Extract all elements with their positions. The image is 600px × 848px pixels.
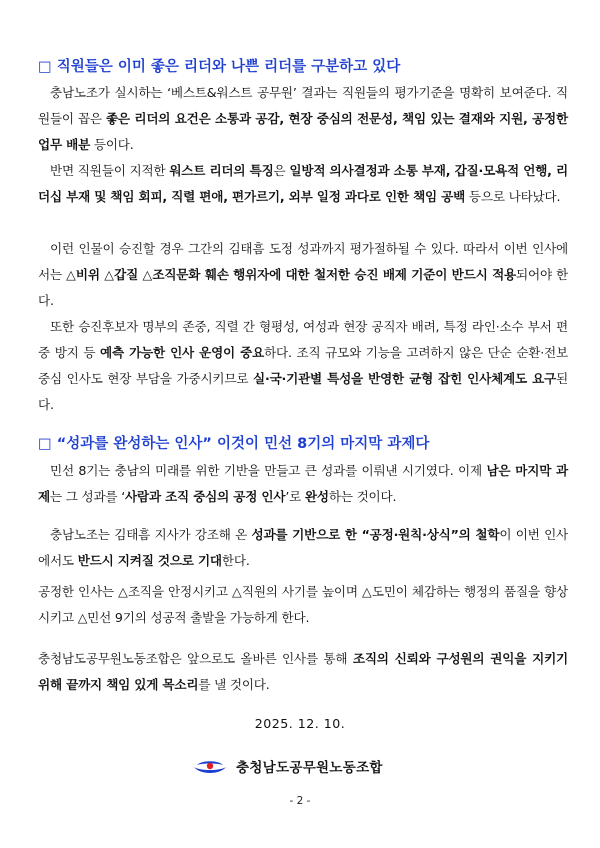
text-run: 반면 직원들이 지적한 [50, 163, 170, 178]
organization-signature [192, 756, 383, 776]
section1-heading: □ 직원들은 이미 좋은 리더와 나쁜 리더를 구분하고 있다 [38, 59, 401, 75]
text-run: ’로 [285, 489, 305, 504]
bold-run: 사람과 조직 중심의 공정 인사 [125, 489, 286, 504]
section1-paragraph-4 [38, 314, 568, 418]
bold-run: 실·국·기관별 특성을 반영한 균형 잡힌 인사체계도 요구 [253, 371, 557, 386]
bold-run: 남은 마지막 과제 [38, 463, 568, 504]
text-run: 되어야 한다. [38, 267, 569, 308]
text-run: 또한 승진후보자 명부의 존중, 직렬 간 형평성, 여성과 현장 공직자 배려, 특정 라인·소수 부서 편중 방지 등 [38, 319, 568, 360]
text-run: 는 그 성과를 ‘ [49, 489, 126, 504]
text-run: 충청남도공무원노동조합은 앞으로도 올바른 인사를 통해 [38, 651, 353, 666]
section2-heading: □ “성과를 완성하는 인사” 이것이 민선 8기의 마지막 과제다 [38, 436, 430, 452]
text-run: 충남노조는 김태흠 지사가 강조해 온 [50, 527, 252, 542]
bold-run: 성과를 기반으로 한 “공정·원칙·상식”의 철학 [251, 527, 500, 542]
document-date: 2025. 12. 10. [254, 716, 346, 731]
section1-paragraph-1 [38, 80, 568, 158]
bold-run: 반드시 지켜질 것으로 기대 [77, 553, 222, 568]
bold-run: 워스트 리더의 특징 [169, 163, 274, 178]
bold-run: 일방적 의사결정과 소통 부재, 갑질·모욕적 언행, 리더십 부재 및 책임 회피, 직렬 편애, 편가르기, 외부 일정 과다로 인한 책임 공백 [38, 163, 568, 204]
section1-paragraph-2 [38, 158, 568, 210]
section1-paragraph-3 [38, 236, 568, 314]
organization-name: 충청남도공무원노동조합 [236, 760, 383, 776]
bold-run: 예측 가능한 인사 운영이 중요 [100, 345, 265, 360]
section2-paragraph-4 [38, 646, 568, 698]
bold-run: 조직의 신뢰와 구성원의 권익을 지키기 위해 끝까지 책임 있게 목소리 [38, 651, 568, 692]
bold-run: 좋은 리더의 요건은 소통과 공감, 현장 중심의 전문성, 책임 있는 결재와 지원, 공정한 업무 배분 [38, 111, 568, 152]
text-run: 은 [273, 163, 290, 178]
union-logo-icon [192, 756, 228, 776]
page-number: - 2 - [289, 795, 311, 807]
text-run: 를 낼 것이다. [198, 677, 270, 692]
section2-paragraph-3: 공정한 인사는 △조직을 안정시키고 △직원의 사기를 높이며 △도민이 체감하는 행정의 품질을 향상시키고 △민선 9기의 성공적 출발을 가능하게 한다. [38, 584, 568, 625]
text-run: 하는 것이다. [328, 489, 397, 504]
text-run: 이 이번 인사에서도 [38, 527, 569, 568]
text-run: 등으로 나타났다. [465, 189, 561, 204]
text-run: 한다. [221, 553, 250, 568]
text-run: 민선 8기는 충남의 미래를 위한 기반을 만들고 큰 성과를 이뤄낸 시기였다. 이제 [50, 463, 487, 478]
text-run: 하다. 조직 규모와 기능을 고려하지 않은 단순 순환·전보 중심 인사도 현장 부담을 가중시키므로 [38, 345, 568, 386]
section2-paragraph-2 [38, 522, 568, 574]
text-run: 등이다. [90, 137, 134, 152]
text-run: 이런 인물이 승진할 경우 그간의 김태흠 도정 성과까지 평가절하될 수 있다. 따라서 이번 인사에서는 [38, 241, 568, 282]
text-run: 충남노조가 실시하는 ‘베스트&워스트 공무원’ 결과는 직원들의 평가기준을 명확히 보여준다. 직원들이 꼽은 [38, 85, 568, 126]
text-run: 된다. [38, 371, 568, 412]
section2-paragraph-1 [38, 458, 568, 510]
bold-run: 완성 [304, 489, 329, 504]
bold-run: △비위 △갑질 △조직문화 훼손 행위자에 대한 철저한 승진 배제 기준이 반드시 적용 [66, 267, 517, 282]
